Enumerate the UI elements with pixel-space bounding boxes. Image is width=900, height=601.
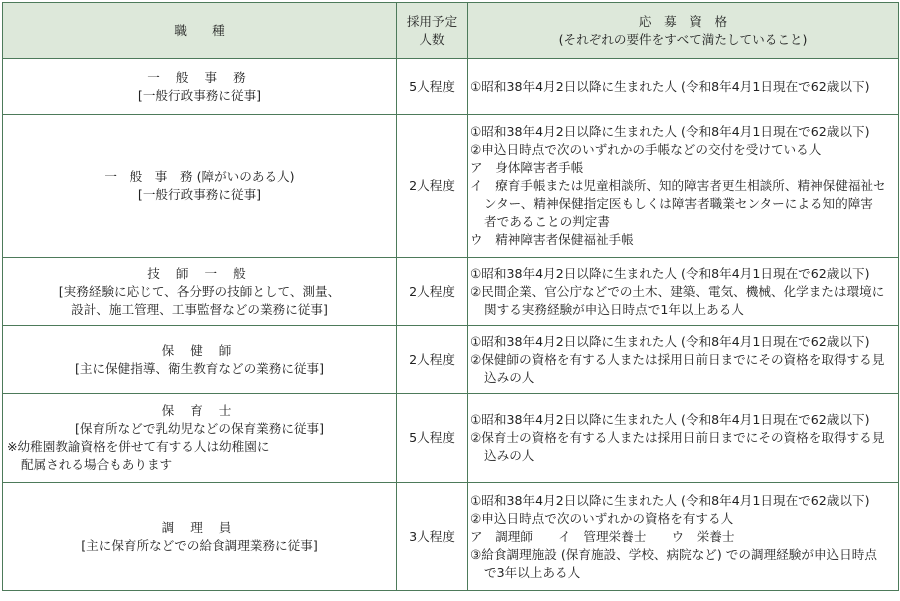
requirement-line: ③給食調理施設 (保育施設、学校、病院など) での調理経験が申込日時点: [470, 546, 877, 562]
requirement-line: ②申込日時点で次のいずれかの手帳などの交付を受けている人: [470, 142, 822, 157]
table-row: [3, 326, 899, 394]
requirement-line: ②保健師の資格を有する人または採用日前日までにその資格を取得する見: [470, 351, 885, 367]
count-cell: 2人程度: [397, 326, 468, 394]
job-title: 調 理 員: [161, 519, 238, 535]
job-cell: [3, 326, 397, 394]
requirement-line: ②民間企業、官公庁などでの土木、建築、電気、機械、化学または環境に: [470, 283, 885, 299]
requirements-cell: [468, 483, 899, 591]
header-count-line2: 人数: [419, 31, 445, 47]
requirements-cell: [468, 394, 899, 483]
job-subtitle: [一般行政事務に従事]: [137, 187, 262, 202]
table-row: [3, 115, 899, 258]
header-planned-count: [397, 3, 468, 59]
table-row: [3, 394, 899, 483]
recruitment-table: [2, 2, 899, 591]
job-subtitle: [一般行政事務に従事]: [137, 87, 262, 103]
requirement-line: で3年以上ある人: [484, 564, 581, 580]
requirement-line: 込みの人: [484, 448, 535, 463]
header-count-line1: 採用予定: [406, 13, 458, 29]
job-subtitle: [主に保育所などでの給食調理業務に従事]: [81, 537, 318, 553]
header-row: [3, 3, 899, 59]
job-title: 一 般 事 務 (障がいのある人): [104, 169, 295, 184]
requirement-line: ンター、精神保健指定医もしくは障害者職業センターによる知的障害: [484, 196, 873, 211]
table-row: [3, 483, 899, 591]
count-cell: 5人程度: [397, 59, 468, 115]
requirement-line: ①昭和38年4月2日以降に生まれた人 (令和8年4月1日現在で62歳以下): [470, 78, 870, 94]
job-subtitle-line: [実務経験に応じて、各分野の技師として、測量、: [58, 283, 341, 299]
requirements-cell: [468, 59, 899, 115]
job-cell: [3, 483, 397, 591]
requirement-line: ①昭和38年4月2日以降に生まれた人 (令和8年4月1日現在で62歳以下): [470, 492, 870, 508]
job-note-line: ※幼稚園教諭資格を併せて有する人は幼稚園に: [7, 439, 270, 454]
job-cell: [3, 115, 397, 258]
header-qualifications: [468, 3, 899, 59]
job-title: 技 師 一 般: [147, 265, 252, 281]
requirement-line: ①昭和38年4月2日以降に生まれた人 (令和8年4月1日現在で62歳以下): [470, 333, 870, 349]
requirement-line: 関する実務経験が申込日時点で1年以上ある人: [484, 301, 744, 317]
requirements-cell: [468, 258, 899, 326]
requirement-line: ①昭和38年4月2日以降に生まれた人 (令和8年4月1日現在で62歳以下): [470, 412, 870, 427]
header-qual-line1: 応 募 資 格: [638, 13, 728, 29]
count-cell: 2人程度: [397, 115, 468, 258]
requirement-line: ア 調理師 イ 管理栄養士 ウ 栄養士: [470, 528, 735, 544]
requirements-cell: [468, 326, 899, 394]
requirement-line: イ 療育手帳または児童相談所、知的障害者更生相談所、精神保健福祉セ: [470, 178, 886, 193]
count-cell: 3人程度: [397, 483, 468, 591]
requirement-line: 込みの人: [484, 369, 535, 385]
count-cell: 5人程度: [397, 394, 468, 483]
requirement-line: 者であることの判定書: [484, 214, 610, 229]
job-cell: [3, 394, 397, 483]
table-row: [3, 258, 899, 326]
job-title: 保 健 師: [161, 342, 238, 358]
requirement-line: ②申込日時点で次のいずれかの資格を有する人: [470, 510, 734, 526]
job-subtitle: [主に保健指導、衛生教育などの業務に従事]: [74, 360, 325, 376]
requirements-cell: [468, 115, 899, 258]
table-row: [3, 59, 899, 115]
job-title: 保 育 士: [161, 403, 238, 418]
header-job-type: [3, 3, 397, 59]
header-job-type-label: 職 種: [174, 22, 225, 38]
header-qual-line2: (それぞれの要件をすべて満たしていること): [558, 31, 808, 47]
job-cell: [3, 59, 397, 115]
job-subtitle: [保育所などで乳幼児などの保育業務に従事]: [74, 421, 325, 436]
requirement-line: ①昭和38年4月2日以降に生まれた人 (令和8年4月1日現在で62歳以下): [470, 124, 870, 139]
job-cell: [3, 258, 397, 326]
count-cell: 2人程度: [397, 258, 468, 326]
requirement-line: ②保育士の資格を有する人または採用日前日までにその資格を取得する見: [470, 430, 885, 445]
requirement-line: ア 身体障害者手帳: [470, 160, 584, 175]
requirement-line: ①昭和38年4月2日以降に生まれた人 (令和8年4月1日現在で62歳以下): [470, 265, 870, 281]
job-subtitle-line: 設計、施工管理、工事監督などの業務に従事]: [71, 301, 328, 317]
requirement-line: ウ 精神障害者保健福祉手帳: [470, 232, 634, 247]
job-note-line: 配属される場合もあります: [21, 457, 173, 472]
job-title: 一 般 事 務: [147, 69, 252, 85]
